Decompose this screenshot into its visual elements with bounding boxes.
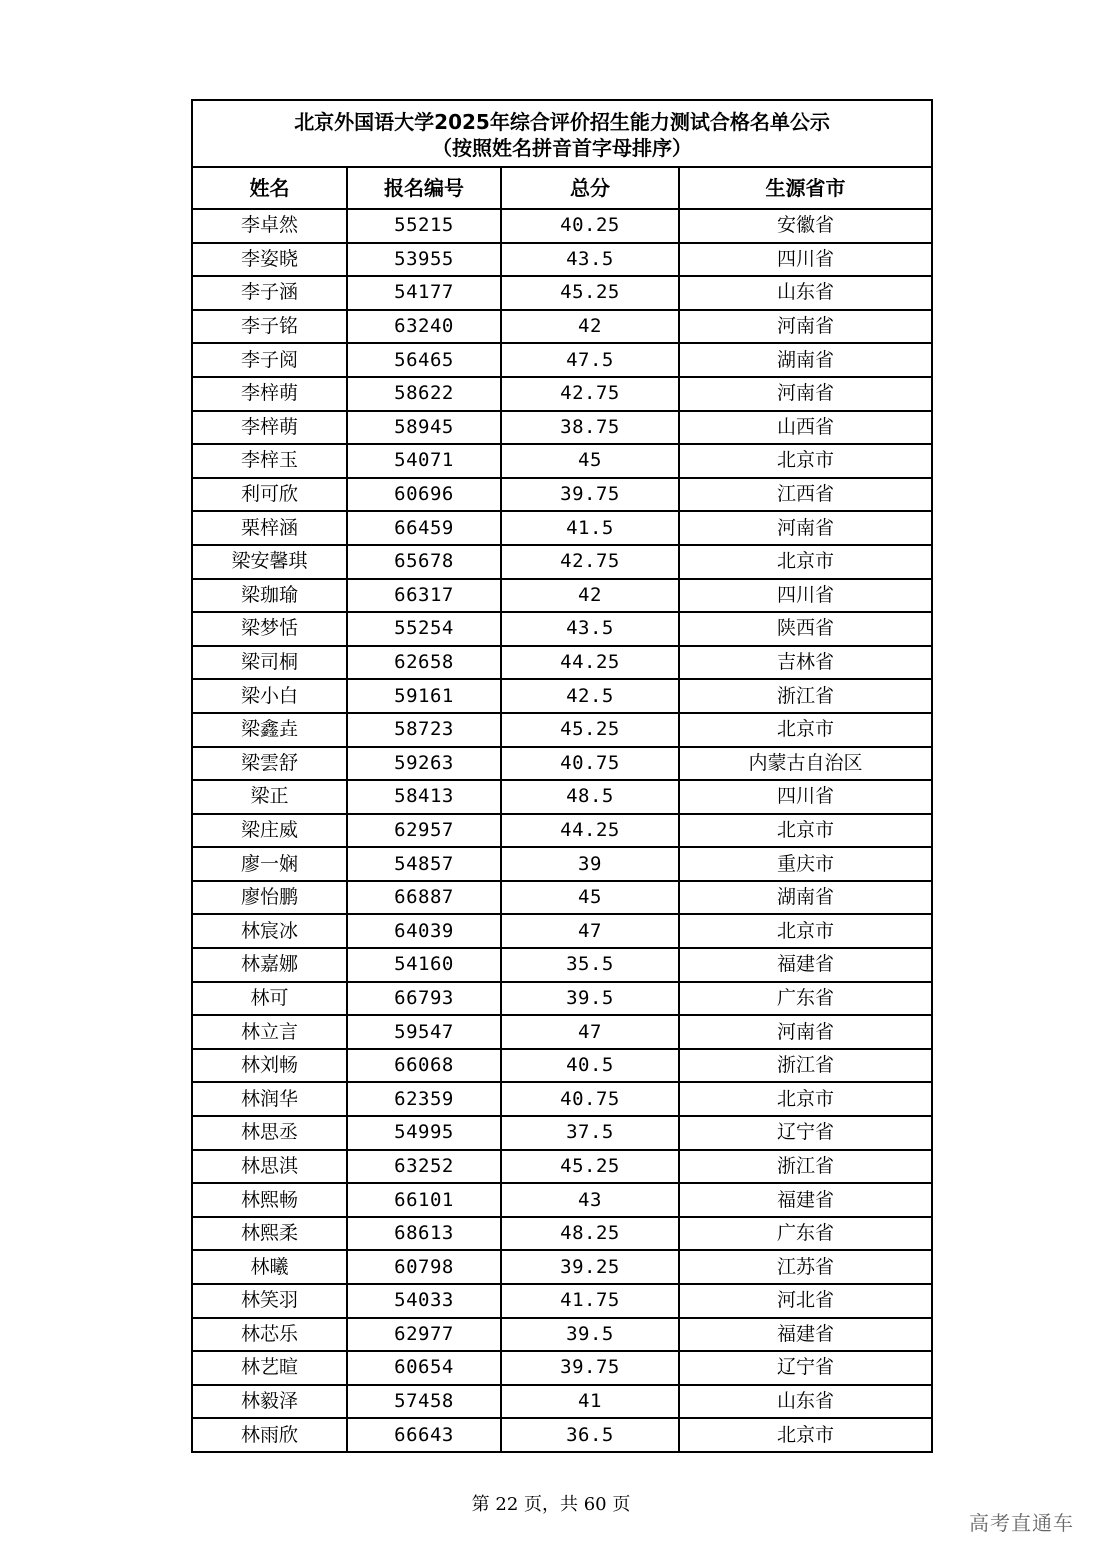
cell-total-score: 43 — [501, 1183, 679, 1217]
cell-province: 湖南省 — [679, 881, 932, 915]
cell-name: 林芯乐 — [192, 1318, 347, 1352]
column-header-province: 生源省市 — [679, 167, 932, 209]
cell-total-score: 47.5 — [501, 343, 679, 377]
cell-total-score: 40.75 — [501, 747, 679, 781]
cell-province: 吉林省 — [679, 646, 932, 680]
column-header-name: 姓名 — [192, 167, 347, 209]
table-row — [192, 1116, 932, 1150]
cell-total-score: 39.5 — [501, 1318, 679, 1352]
table-row — [192, 1049, 932, 1083]
table-row — [192, 545, 932, 579]
table-row — [192, 1318, 932, 1352]
cell-name: 林嘉娜 — [192, 948, 347, 982]
table-row — [192, 1385, 932, 1419]
cell-province: 福建省 — [679, 1183, 932, 1217]
cell-registration-number: 66101 — [347, 1183, 501, 1217]
table-row — [192, 310, 932, 344]
table-row — [192, 679, 932, 713]
cell-province: 浙江省 — [679, 1150, 932, 1184]
table-row — [192, 847, 932, 881]
cell-registration-number: 56465 — [347, 343, 501, 377]
table-row — [192, 1183, 932, 1217]
cell-registration-number: 60798 — [347, 1250, 501, 1284]
table-row — [192, 377, 932, 411]
table-row — [192, 1284, 932, 1318]
cell-name: 梁雲舒 — [192, 747, 347, 781]
cell-name: 林艺暄 — [192, 1351, 347, 1385]
cell-registration-number: 54071 — [347, 444, 501, 478]
cell-total-score: 44.25 — [501, 814, 679, 848]
table-row — [192, 1351, 932, 1385]
cell-total-score: 40.25 — [501, 209, 679, 243]
cell-registration-number: 66887 — [347, 881, 501, 915]
cell-total-score: 45.25 — [501, 276, 679, 310]
cell-registration-number: 64039 — [347, 914, 501, 948]
cell-name: 梁珈瑜 — [192, 579, 347, 613]
cell-province: 河南省 — [679, 310, 932, 344]
cell-name: 林曦 — [192, 1250, 347, 1284]
table-row — [192, 579, 932, 613]
cell-name: 林熙畅 — [192, 1183, 347, 1217]
cell-province: 江苏省 — [679, 1250, 932, 1284]
cell-registration-number: 66793 — [347, 982, 501, 1016]
cell-registration-number: 58945 — [347, 411, 501, 445]
cell-name: 廖一娴 — [192, 847, 347, 881]
table-row — [192, 814, 932, 848]
table-row — [192, 982, 932, 1016]
table-row — [192, 1150, 932, 1184]
cell-total-score: 42 — [501, 579, 679, 613]
cell-province: 北京市 — [679, 444, 932, 478]
cell-registration-number: 62658 — [347, 646, 501, 680]
page-number-footer: 第 22 页，共 60 页 — [471, 1494, 631, 1515]
cell-total-score: 48.5 — [501, 780, 679, 814]
cell-province: 北京市 — [679, 814, 932, 848]
table-row — [192, 411, 932, 445]
cell-name: 林可 — [192, 982, 347, 1016]
cell-name: 林思丞 — [192, 1116, 347, 1150]
watermark-text: 高考直通车 — [969, 1511, 1074, 1535]
cell-name: 梁鑫垚 — [192, 713, 347, 747]
table-row — [192, 1015, 932, 1049]
title-line-1: 北京外国语大学2025年综合评价招生能力测试合格名单公示 — [294, 110, 830, 134]
cell-name: 李子涵 — [192, 276, 347, 310]
cell-name: 林毅泽 — [192, 1385, 347, 1419]
cell-total-score: 48.25 — [501, 1217, 679, 1251]
cell-total-score: 47 — [501, 1015, 679, 1049]
cell-total-score: 41 — [501, 1385, 679, 1419]
cell-province: 北京市 — [679, 713, 932, 747]
cell-total-score: 39.5 — [501, 982, 679, 1016]
table-row — [192, 713, 932, 747]
cell-province: 福建省 — [679, 1318, 932, 1352]
table-title — [192, 100, 932, 167]
cell-registration-number: 65678 — [347, 545, 501, 579]
cell-registration-number: 66317 — [347, 579, 501, 613]
table-row — [192, 478, 932, 512]
table-row — [192, 276, 932, 310]
cell-total-score: 39 — [501, 847, 679, 881]
table-row — [192, 511, 932, 545]
cell-province: 四川省 — [679, 243, 932, 277]
cell-registration-number: 60696 — [347, 478, 501, 512]
cell-province: 河北省 — [679, 1284, 932, 1318]
cell-name: 栗梓涵 — [192, 511, 347, 545]
cell-total-score: 42.75 — [501, 377, 679, 411]
cell-registration-number: 54177 — [347, 276, 501, 310]
cell-province: 北京市 — [679, 545, 932, 579]
cell-name: 梁庄威 — [192, 814, 347, 848]
cell-total-score: 42.75 — [501, 545, 679, 579]
cell-registration-number: 57458 — [347, 1385, 501, 1419]
cell-registration-number: 58723 — [347, 713, 501, 747]
cell-registration-number: 58413 — [347, 780, 501, 814]
cell-total-score: 37.5 — [501, 1116, 679, 1150]
cell-name: 李梓玉 — [192, 444, 347, 478]
cell-name: 林雨欣 — [192, 1418, 347, 1452]
table-row — [192, 780, 932, 814]
table-row — [192, 444, 932, 478]
cell-registration-number: 54033 — [347, 1284, 501, 1318]
cell-province: 内蒙古自治区 — [679, 747, 932, 781]
title-line-2: （按照姓名拼音首字母排序） — [432, 136, 693, 160]
cell-total-score: 45.25 — [501, 713, 679, 747]
header-row — [192, 167, 932, 209]
cell-province: 福建省 — [679, 948, 932, 982]
cell-name: 李梓萌 — [192, 411, 347, 445]
cell-registration-number: 60654 — [347, 1351, 501, 1385]
cell-name: 李卓然 — [192, 209, 347, 243]
cell-total-score: 45 — [501, 881, 679, 915]
cell-total-score: 36.5 — [501, 1418, 679, 1452]
cell-total-score: 40.75 — [501, 1082, 679, 1116]
cell-registration-number: 63252 — [347, 1150, 501, 1184]
cell-name: 李子铭 — [192, 310, 347, 344]
cell-registration-number: 63240 — [347, 310, 501, 344]
cell-registration-number: 62957 — [347, 814, 501, 848]
cell-province: 辽宁省 — [679, 1116, 932, 1150]
admission-list-table — [191, 99, 933, 1453]
table-row — [192, 243, 932, 277]
cell-registration-number: 54857 — [347, 847, 501, 881]
cell-province: 江西省 — [679, 478, 932, 512]
cell-name: 梁正 — [192, 780, 347, 814]
cell-province: 浙江省 — [679, 1049, 932, 1083]
cell-registration-number: 66643 — [347, 1418, 501, 1452]
cell-total-score: 35.5 — [501, 948, 679, 982]
cell-province: 湖南省 — [679, 343, 932, 377]
table-row — [192, 914, 932, 948]
table-row — [192, 1082, 932, 1116]
cell-province: 河南省 — [679, 377, 932, 411]
cell-name: 林熙柔 — [192, 1217, 347, 1251]
cell-registration-number: 55254 — [347, 612, 501, 646]
cell-province: 安徽省 — [679, 209, 932, 243]
cell-registration-number: 59161 — [347, 679, 501, 713]
cell-province: 四川省 — [679, 780, 932, 814]
cell-registration-number: 59263 — [347, 747, 501, 781]
cell-total-score: 43.5 — [501, 612, 679, 646]
cell-province: 北京市 — [679, 914, 932, 948]
cell-total-score: 42 — [501, 310, 679, 344]
cell-total-score: 45.25 — [501, 1150, 679, 1184]
cell-registration-number: 54995 — [347, 1116, 501, 1150]
cell-name: 廖怡鹏 — [192, 881, 347, 915]
table-row — [192, 343, 932, 377]
cell-name: 梁司桐 — [192, 646, 347, 680]
cell-registration-number: 54160 — [347, 948, 501, 982]
column-header-total-score: 总分 — [501, 167, 679, 209]
cell-province: 北京市 — [679, 1418, 932, 1452]
cell-registration-number: 66068 — [347, 1049, 501, 1083]
cell-province: 辽宁省 — [679, 1351, 932, 1385]
table-row — [192, 948, 932, 982]
cell-name: 梁小白 — [192, 679, 347, 713]
cell-total-score: 41.5 — [501, 511, 679, 545]
cell-province: 山东省 — [679, 1385, 932, 1419]
cell-total-score: 39.25 — [501, 1250, 679, 1284]
cell-registration-number: 59547 — [347, 1015, 501, 1049]
cell-name: 林刘畅 — [192, 1049, 347, 1083]
cell-name: 李梓萌 — [192, 377, 347, 411]
cell-name: 梁安馨琪 — [192, 545, 347, 579]
cell-total-score: 42.5 — [501, 679, 679, 713]
table-row — [192, 1217, 932, 1251]
table-body — [192, 209, 932, 1452]
cell-province: 河南省 — [679, 511, 932, 545]
cell-total-score: 40.5 — [501, 1049, 679, 1083]
cell-registration-number: 58622 — [347, 377, 501, 411]
table-row — [192, 1250, 932, 1284]
table-row — [192, 612, 932, 646]
cell-province: 广东省 — [679, 1217, 932, 1251]
cell-province: 重庆市 — [679, 847, 932, 881]
table-row — [192, 646, 932, 680]
cell-province: 北京市 — [679, 1082, 932, 1116]
cell-name: 林思淇 — [192, 1150, 347, 1184]
cell-province: 山西省 — [679, 411, 932, 445]
cell-registration-number: 62977 — [347, 1318, 501, 1352]
title-row — [192, 100, 932, 167]
cell-total-score: 39.75 — [501, 478, 679, 512]
cell-registration-number: 55215 — [347, 209, 501, 243]
cell-province: 山东省 — [679, 276, 932, 310]
cell-total-score: 44.25 — [501, 646, 679, 680]
table-row — [192, 881, 932, 915]
cell-name: 利可欣 — [192, 478, 347, 512]
cell-registration-number: 62359 — [347, 1082, 501, 1116]
table-row — [192, 1418, 932, 1452]
cell-total-score: 43.5 — [501, 243, 679, 277]
cell-name: 林润华 — [192, 1082, 347, 1116]
cell-total-score: 47 — [501, 914, 679, 948]
cell-total-score: 41.75 — [501, 1284, 679, 1318]
cell-registration-number: 53955 — [347, 243, 501, 277]
cell-total-score: 38.75 — [501, 411, 679, 445]
cell-registration-number: 66459 — [347, 511, 501, 545]
table-row — [192, 209, 932, 243]
cell-name: 李子阅 — [192, 343, 347, 377]
cell-name: 林笑羽 — [192, 1284, 347, 1318]
cell-province: 陕西省 — [679, 612, 932, 646]
cell-name: 林宸冰 — [192, 914, 347, 948]
column-header-registration-number: 报名编号 — [347, 167, 501, 209]
table-row — [192, 747, 932, 781]
cell-province: 河南省 — [679, 1015, 932, 1049]
cell-name: 梁梦恬 — [192, 612, 347, 646]
cell-total-score: 39.75 — [501, 1351, 679, 1385]
cell-name: 林立言 — [192, 1015, 347, 1049]
cell-total-score: 45 — [501, 444, 679, 478]
cell-province: 四川省 — [679, 579, 932, 613]
cell-registration-number: 68613 — [347, 1217, 501, 1251]
cell-province: 浙江省 — [679, 679, 932, 713]
cell-name: 李姿晓 — [192, 243, 347, 277]
cell-province: 广东省 — [679, 982, 932, 1016]
